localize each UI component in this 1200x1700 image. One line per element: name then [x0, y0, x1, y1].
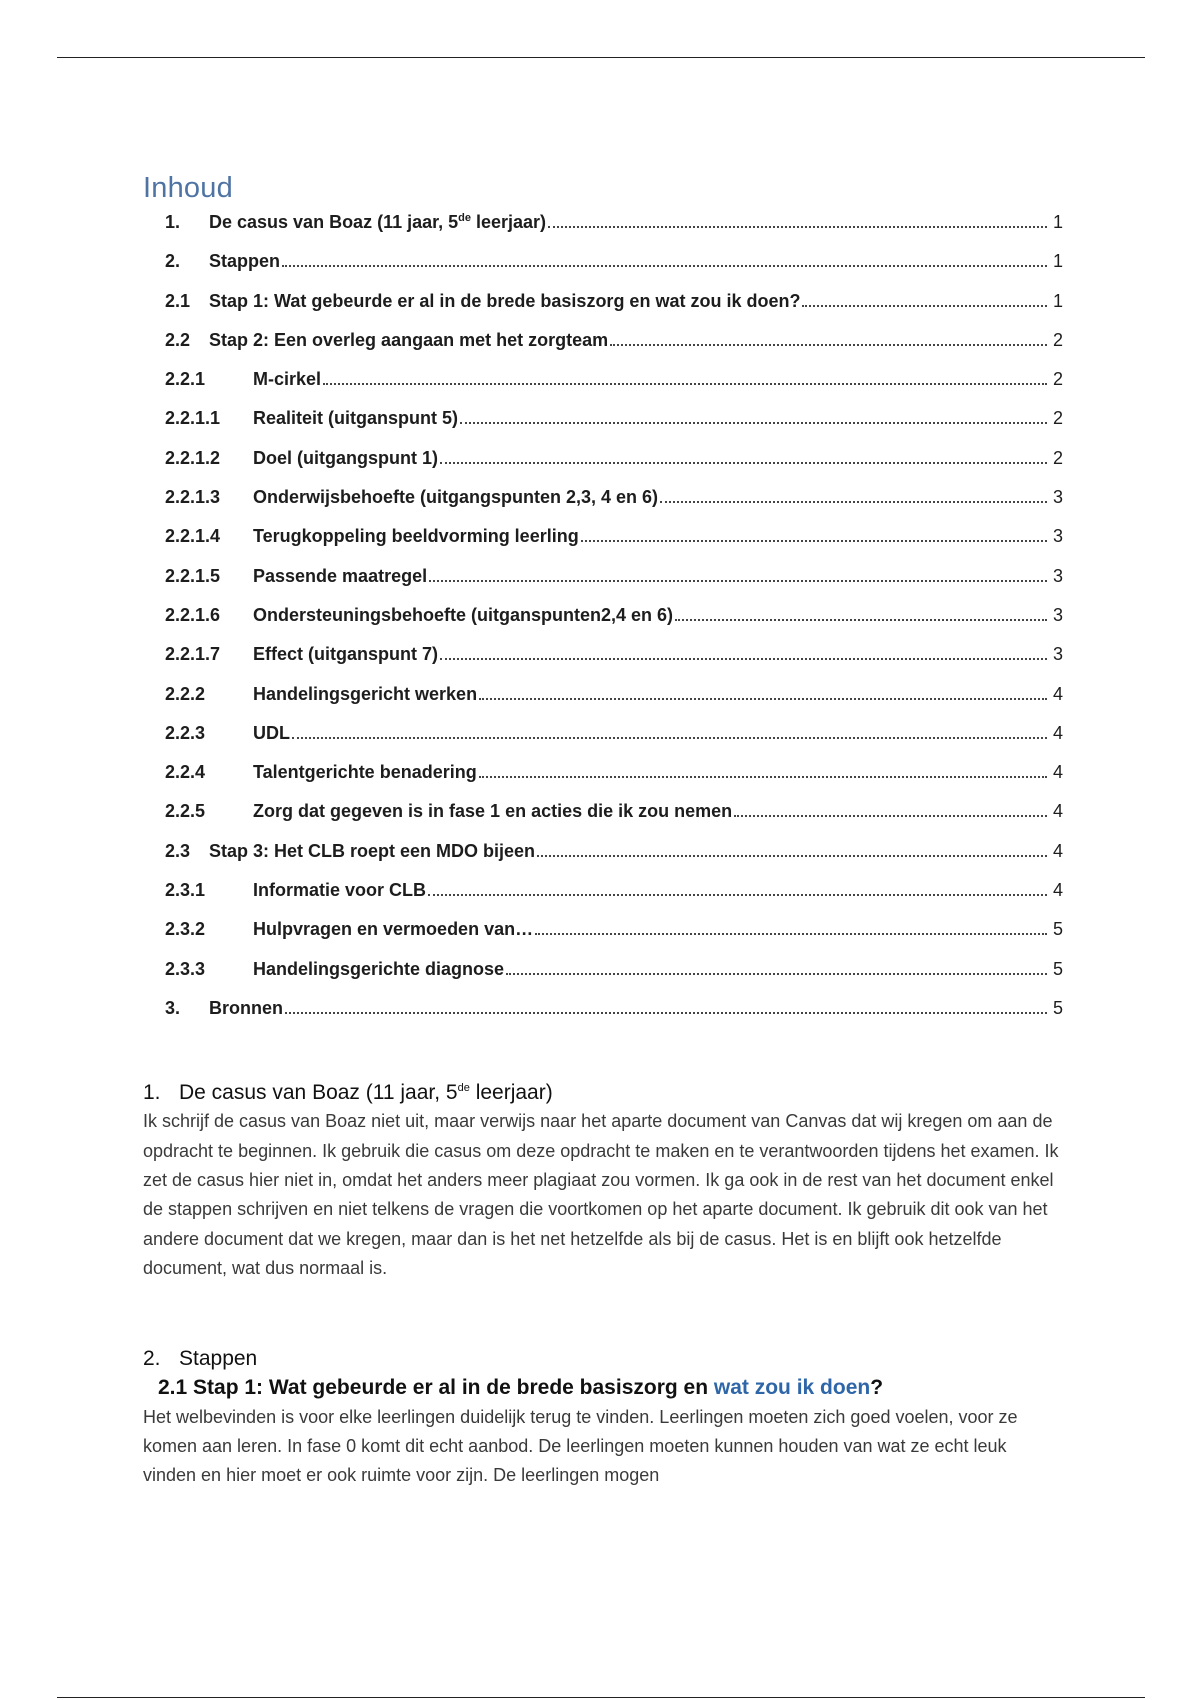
- toc-leader-dots: [610, 343, 1047, 346]
- toc-entry-number: 2.2.1.2: [165, 447, 221, 468]
- toc-entry-number: 2.2.1.5: [165, 565, 221, 586]
- toc-entry-title: Informatie voor CLB: [253, 880, 427, 901]
- toc-entry-number: 2.3.2: [165, 919, 206, 940]
- toc-entry[interactable]: [143, 212, 1063, 251]
- toc-leader-dots: [282, 264, 1047, 267]
- toc-entry-title: Bronnen: [209, 997, 283, 1018]
- toc-page-number: 1: [1052, 212, 1063, 232]
- toc-entry[interactable]: [143, 526, 1063, 565]
- toc-page-number: 3: [1052, 487, 1063, 508]
- toc-leader-dots: [479, 775, 1047, 778]
- toc-entry[interactable]: [143, 369, 1063, 408]
- toc-page-number: 2: [1052, 447, 1063, 468]
- toc-entry-title: Onderwijsbehoefte (uitgangspunten 2,3, 4 en 6): [253, 487, 659, 508]
- header-rule: [57, 57, 1145, 58]
- toc-leader-dots: [802, 304, 1047, 307]
- toc-entry-title: Talentgerichte benadering: [253, 762, 477, 783]
- section-stappen: [143, 1345, 1063, 1491]
- toc-leader-dots: [660, 500, 1047, 503]
- toc-entry-number: 2.2.1.4: [165, 526, 221, 547]
- toc-entry[interactable]: [143, 880, 1063, 919]
- document-page: [143, 168, 1063, 1491]
- toc-entry-title: Zorg dat gegeven is in fase 1 en acties die ik zou nemen: [253, 801, 733, 822]
- toc-leader-dots: [535, 932, 1047, 935]
- subsection-suffix: ?: [870, 1375, 884, 1399]
- toc-leader-dots: [292, 736, 1047, 739]
- toc-entry-number: 2.2.3: [165, 722, 206, 743]
- toc-entry-title: De casus van Boaz (11 jaar, 5de leerjaar): [209, 212, 547, 232]
- section-casus: [143, 1079, 1063, 1283]
- toc-entry[interactable]: [143, 251, 1063, 290]
- toc-entry-number: 2.2.1: [165, 369, 206, 390]
- toc-entry[interactable]: [143, 762, 1063, 801]
- toc-page-number: 4: [1052, 840, 1063, 861]
- toc-entry-title: Stap 2: Een overleg aangaan met het zorgteam: [209, 329, 609, 350]
- toc-entry[interactable]: [143, 408, 1063, 447]
- toc-entry[interactable]: [143, 487, 1063, 526]
- toc-entry-title: Passende maatregel: [253, 565, 428, 586]
- toc-entry[interactable]: [143, 723, 1063, 762]
- toc-leader-dots: [548, 225, 1047, 228]
- toc-page-number: 2: [1052, 408, 1063, 429]
- section-heading: [143, 1079, 1063, 1107]
- toc-entry-title: Handelingsgerichte diagnose: [253, 958, 505, 979]
- toc-entry[interactable]: [143, 919, 1063, 958]
- toc-entry-number: 2.1: [165, 290, 191, 311]
- section-body: Ik schrijf de casus van Boaz niet uit, maar verwijs naar het aparte document van Canvas dat wij kregen om aan de opdracht te beginnen. Ik gebruik die casus om deze opdracht te maken en te verantwoorden tijdens het examen. Ik zet de casus hier niet in, omdat het anders meer plagiaat zou vormen. Ik ga ook in de rest van het document enkel de stappen schrijven en niet telkens de vragen die voortkomen op het aparte document. Ik gebruik dit ook van het andere document dat we kregen, maar dan is het net hetzelfde als bij de casus. Het is en blijft ook hetzelfde document, wat dus normaal is.: [143, 1111, 1059, 1279]
- toc-entry-title: UDL: [253, 722, 290, 743]
- toc-entry[interactable]: [143, 684, 1063, 723]
- toc-entry[interactable]: [143, 841, 1063, 880]
- toc-page-number: 3: [1052, 565, 1063, 586]
- section-title: De casus van Boaz (11 jaar, 5: [179, 1081, 458, 1105]
- toc-page-number: 4: [1052, 722, 1063, 743]
- toc-entry-title: Hulpvragen en vermoeden van…: [253, 919, 534, 940]
- section-number: 1.: [143, 1081, 161, 1105]
- toc-page-number: 1: [1052, 290, 1063, 311]
- toc-leader-dots: [460, 421, 1047, 424]
- toc-entry[interactable]: [143, 330, 1063, 369]
- toc-entry-title: M-cirkel: [253, 369, 322, 390]
- toc-leader-dots: [675, 618, 1047, 621]
- toc-entry-title: Terugkoppeling beeldvorming leerling: [253, 526, 579, 547]
- toc-page-number: 5: [1052, 919, 1063, 940]
- toc-entry-title: Realiteit (uitganspunt 5): [253, 408, 459, 429]
- section-heading: [143, 1345, 1063, 1373]
- toc-page-number: 5: [1052, 958, 1063, 979]
- toc-page-number: 4: [1052, 683, 1063, 704]
- toc-page-number: 2: [1052, 329, 1063, 350]
- toc-entry[interactable]: [143, 998, 1063, 1037]
- toc-entry-title: Effect (uitganspunt 7): [253, 644, 438, 665]
- section-title: Stappen: [179, 1346, 258, 1370]
- toc-leader-dots: [285, 1011, 1047, 1014]
- toc-page-number: 3: [1052, 526, 1063, 547]
- toc-entry[interactable]: [143, 566, 1063, 605]
- toc-title: Inhoud: [143, 172, 233, 204]
- toc-leader-dots: [428, 893, 1047, 896]
- toc-entry[interactable]: [143, 644, 1063, 683]
- toc-entry-title: Stap 1: Wat gebeurde er al in de brede basiszorg en wat zou ik doen?: [209, 290, 801, 311]
- toc-entry-number: 3.: [165, 997, 181, 1018]
- toc-entry-number: 2.2.4: [165, 762, 206, 783]
- toc-entry[interactable]: [143, 801, 1063, 840]
- toc-entry-title: Stap 3: Het CLB roept een MDO bijeen: [209, 840, 536, 861]
- toc-entry-title: Ondersteuningsbehoefte (uitganspunten2,4 en 6): [253, 604, 674, 625]
- toc-entry-number: 1.: [165, 212, 181, 232]
- toc-page-number: 4: [1052, 880, 1063, 901]
- toc-entry-number: 2.3: [165, 840, 191, 861]
- toc-leader-dots: [479, 697, 1047, 700]
- toc-entry-number: 2.2: [165, 329, 191, 350]
- toc-entry-number: 2.2.2: [165, 683, 206, 704]
- toc-leader-dots: [537, 854, 1047, 857]
- toc-entry-number: 2.3.3: [165, 958, 206, 979]
- toc-entry[interactable]: [143, 959, 1063, 998]
- toc-entry-number: 2.2.1.1: [165, 408, 221, 429]
- toc-page-number: 2: [1052, 369, 1063, 390]
- toc-page-number: 4: [1052, 801, 1063, 822]
- toc-entry-title: Doel (uitgangspunt 1): [253, 447, 438, 468]
- toc-entry-number: 2.2.1.7: [165, 644, 221, 665]
- toc-page-number: 3: [1052, 604, 1063, 625]
- toc-entry[interactable]: [143, 448, 1063, 487]
- subsection-title: 2.1 Stap 1: Wat gebeurde er al in de brede basiszorg en: [158, 1375, 714, 1399]
- toc-leader-dots: [429, 579, 1047, 582]
- toc-entry-number: 2.2.1.3: [165, 487, 221, 508]
- toc-leader-dots: [440, 657, 1047, 660]
- subsection-heading: [143, 1373, 1063, 1403]
- subsection-highlight: wat zou ik doen: [713, 1375, 871, 1399]
- section-body: Het welbevinden is voor elke leerlingen duidelijk terug te vinden. Leerlingen moeten zich goed voelen, voor ze komen aan leren. In fase 0 komt dit echt aanbod. De leerlingen moeten kunnen houden van wat ze echt leuk vinden en hier moet er ook ruimte voor zijn. De leerlingen mogen: [143, 1406, 1018, 1486]
- toc-page-number: 5: [1052, 997, 1063, 1018]
- footer-rule: [57, 1697, 1145, 1698]
- toc-entry-title: Handelingsgericht werken: [253, 683, 478, 704]
- toc-leader-dots: [581, 539, 1047, 542]
- toc-leader-dots: [440, 461, 1047, 464]
- toc-page-number: 1: [1052, 251, 1063, 272]
- toc-entry-number: 2.2.1.6: [165, 604, 221, 625]
- toc-page-number: 3: [1052, 644, 1063, 665]
- toc-leader-dots: [734, 814, 1047, 817]
- section-number: 2.: [143, 1346, 161, 1370]
- toc-page-number: 4: [1052, 762, 1063, 783]
- toc-entry[interactable]: [143, 605, 1063, 644]
- table-of-contents: [143, 212, 1063, 1037]
- toc-entry-number: 2.: [165, 251, 181, 272]
- toc-entry-title: Stappen: [209, 251, 281, 272]
- toc-leader-dots: [506, 972, 1047, 975]
- section-title-sup: de: [457, 1082, 470, 1095]
- toc-leader-dots: [323, 382, 1047, 385]
- toc-entry-number: 2.2.5: [165, 801, 206, 822]
- toc-entry[interactable]: [143, 291, 1063, 330]
- section-title-rest: leerjaar): [469, 1081, 553, 1105]
- toc-entry-number: 2.3.1: [165, 880, 206, 901]
